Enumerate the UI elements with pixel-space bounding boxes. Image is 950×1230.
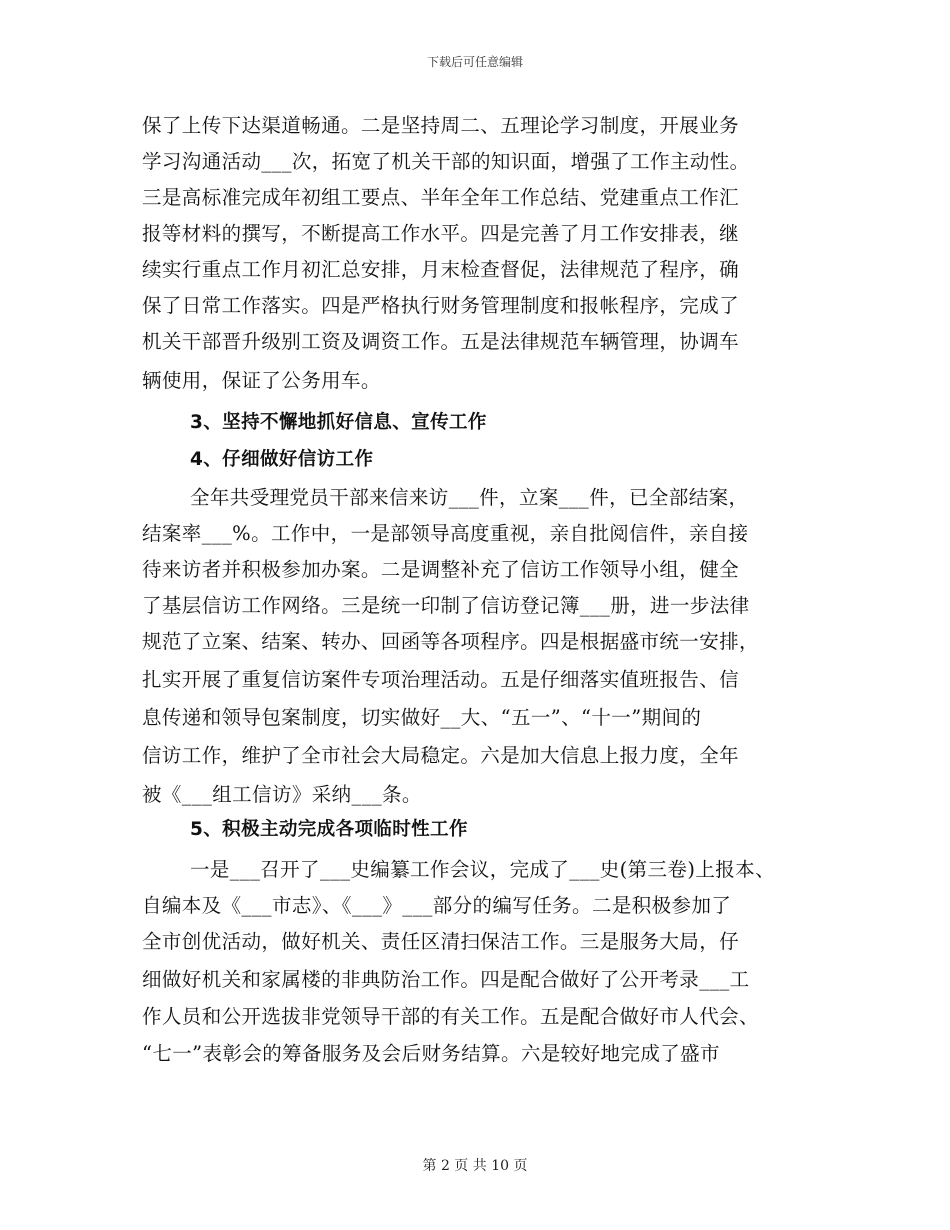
body-line: 机关干部晋升级别工资及调资工作。五是法律规范车辆管理，协调车 — [142, 330, 740, 353]
body-line: 辆使用，保证了公务用车。 — [142, 369, 381, 392]
page-header: 下载后可任意编辑 — [426, 55, 523, 69]
body-line: 三是高标准完成年初组工要点、半年全年工作总结、党建重点工作汇 — [142, 186, 740, 209]
body-line: 被《___组工信访》采纳___条。 — [142, 783, 422, 806]
body-line: “七一”表彰会的筹备服务及会后财务结算。六是较好地完成了盛市 — [142, 1042, 720, 1065]
body-line: 结案率___%。工作中，一是部领导高度重视，亲自批阅信件，亲自接 — [142, 522, 749, 545]
body-line: 报等材料的撰写，不断提高工作水平。四是完善了月工作安排表，继 — [142, 222, 740, 245]
body-line: 学习沟通活动___次，拓宽了机关干部的知识面，增强了工作主动性。 — [142, 150, 750, 173]
body-line: 扎实开展了重复信访案件专项治理活动。五是仔细落实值班报告、信 — [142, 668, 740, 691]
body-line: 了基层信访工作网络。三是统一印制了信访登记簿___册，进一步法律 — [142, 594, 750, 617]
body-line: 规范了立案、结案、转办、回函等各项程序。四是根据盛市统一安排， — [142, 630, 759, 653]
section-heading-5: 5、积极主动完成各项临时性工作 — [190, 819, 468, 840]
body-line: 全市创优活动，做好机关、责任区清扫保洁工作。三是服务大局，仔 — [142, 930, 740, 953]
body-line: 一是___召开了___史编纂工作会议，完成了___史(第三卷)上报本、 — [190, 858, 775, 881]
body-line: 作人员和公开选拔非党领导干部的有关工作。五是配合做好市人代会、 — [142, 1005, 759, 1028]
body-line: 息传递和领导包案制度，切实做好__大、“五一”、“十一”期间的 — [142, 706, 702, 729]
body-line: 细做好机关和家属楼的非典防治工作。四是配合做好了公开考录___工 — [142, 968, 750, 991]
body-line: 续实行重点工作月初汇总安排，月末检查督促，法律规范了程序，确 — [142, 258, 740, 281]
body-line: 自编本及《___市志》、《___》___部分的编写任务。二是积极参加了 — [142, 894, 732, 917]
page-number: 第 2 页 共 10 页 — [422, 1158, 528, 1174]
body-line: 信访工作，维护了全市社会大局稳定。六是加大信息上报力度，全年 — [142, 744, 740, 767]
section-heading-3: 3、坚持不懈地抓好信息、宣传工作 — [190, 412, 487, 433]
body-line: 保了上传下达渠道畅通。二是坚持周二、五理论学习制度，开展业务 — [142, 114, 740, 137]
section-heading-4: 4、仔细做好信访工作 — [190, 449, 374, 470]
body-line: 保了日常工作落实。四是严格执行财务管理制度和报帐程序，完成了 — [142, 294, 740, 317]
body-line: 待来访者并积极参加办案。二是调整补充了信访工作领导小组，健全 — [142, 558, 740, 581]
body-line: 全年共受理党员干部来信来访___件，立案___件，已全部结案， — [190, 486, 749, 509]
